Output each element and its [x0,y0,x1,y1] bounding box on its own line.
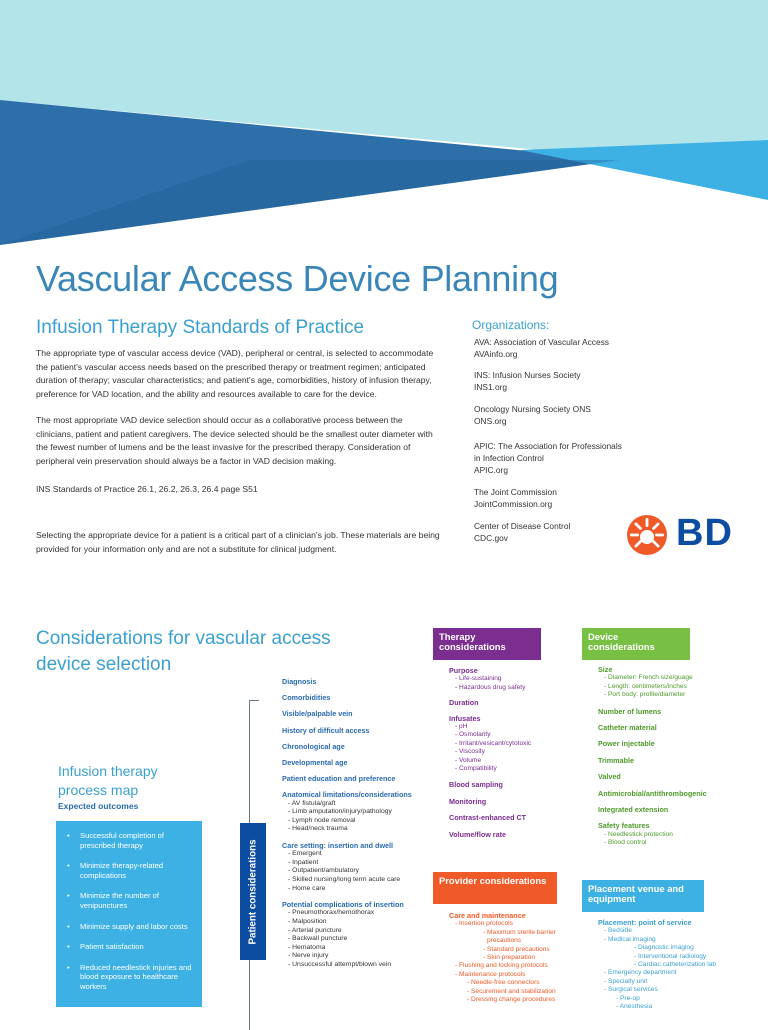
org-name-cont: in Infection Control [474,453,544,464]
device-item: Integrated extension [598,805,669,815]
org-name: AVA: Association of Vascular Access [474,337,609,347]
outcome-item: • Minimize the number of venipunctures [80,891,194,910]
provider-subitem: - Standard precautions [483,945,550,953]
placement-subitem: - Pre-op [616,994,640,1002]
device-item: Power injectable [598,739,655,749]
device-item: Valved [598,772,621,782]
therapy-item: Volume/flow rate [449,829,506,839]
organizations-title: Organizations: [472,318,550,332]
org-link[interactable]: AVAinfo.org [474,349,518,360]
outcome-item: • Patient satisfaction [80,942,194,952]
patient-subitem: - Pneumothorax/hemothorax [288,909,375,917]
outcome-item: • Successful completion of prescribed therapy [80,831,194,850]
org-name: INS: Infusion Nurses Society [474,370,581,380]
device-subitem: - Diameter: French size/guage [604,674,693,682]
patient-item: Potential complications of insertion [282,900,404,910]
therapy-subitem: - pH [455,723,468,731]
therapy-subitem: - Viscosity [455,748,485,756]
provider-subitem: - Needle-free connectors [467,979,540,987]
org-ava [474,336,644,360]
org-cdc [474,520,644,544]
therapy-subitem: - Osmolarity [455,731,491,739]
org-name: APIC: The Association for Professionals [474,441,622,451]
intro-paragraph: The appropriate type of vascular access device (VAD), peripheral or central, is selected to accommodate the patient's vascular access needs based on the prescribed therapy or treatment regimen; anticipated duration of therapy; vascular characteristics; and patient's age, comorbidities, history of infusion therapy, preference for VAD location, and the ability and resources available to care for the device. [36,348,434,399]
placement-subitem: - Surgical services [604,986,658,994]
therapy-considerations-header: Therapy considerations [433,628,541,660]
device-subitem: - Port body: profile/diameter [604,691,686,699]
patient-item: Anatomical limitations/considerations [282,790,412,800]
org-name: Center of Disease Control [474,521,571,531]
placement-subitem: - Specialty unit [604,977,648,985]
patient-subitem: - Home care [288,884,326,892]
provider-subitem: precautions [487,937,522,945]
org-link[interactable]: INS1.org [474,382,508,393]
patient-subitem: - Nerve injury [288,952,329,960]
placement-venue-header: Placement venue and equipment [582,880,704,912]
patient-item: Comorbidities [282,693,331,703]
org-ons [474,403,644,427]
device-item: Size [598,665,613,674]
device-considerations-list [598,665,768,848]
patient-subitem: - Backwall puncture [288,935,348,943]
provider-subitem: - Maximum sterile barrier [483,928,556,936]
patient-item: Patient education and preference [282,774,396,784]
patient-item: Chronological age [282,741,345,751]
patient-item: Visible/palpable vein [282,709,353,719]
provider-subitem: - Dressing change procedures [467,996,556,1004]
therapy-item: Duration [449,698,479,708]
therapy-item: Blood sampling [449,780,503,790]
patient-subitem: - Malposition [288,917,327,925]
patient-subitem: - Skilled nursing/long term acute care [288,875,401,883]
patient-item: Developmental age [282,758,348,768]
provider-subitem: - Flushing and locking protocols [455,962,548,970]
org-ins [474,369,644,393]
placement-subitem: - Emergency department [604,969,677,977]
device-subitem: - Needlestick protection [604,830,673,838]
placement-subitem: - Medical imaging [604,935,656,943]
patient-subitem: - Arterial puncture [288,926,342,934]
placement-venue-list [598,918,768,1011]
therapy-subitem: - Volume [455,756,482,764]
therapy-item: Contrast-enhanced CT [449,813,527,823]
org-link[interactable]: CDC.gov [474,533,508,544]
device-item: Antimicrobial/antithrombogenic [598,788,707,798]
device-item: Trimmable [598,755,634,765]
patient-subitem: - Inpatient [288,858,319,866]
selection-paragraph: The most appropriate VAD device selection should occur as a collaborative process between the clinicians, patient and patient caregivers. The device selected should be the smallest outer diameter with the fewest number of lumens and be the least invasive for the prescribed therapy. Consideration of peripheral vein preservation should always be a factor in VAD decision making. [36,415,433,466]
patient-subitem: - Unsuccessful attempt/blown vein [288,960,392,968]
org-link[interactable]: APIC.org [474,465,508,476]
patient-subitem: - Limb amputation/injury/pathology [288,808,392,816]
expected-outcomes-box [56,821,202,1007]
provider-subitem: - Securement and stabilization [467,987,556,995]
therapy-item: Infusates [449,713,481,723]
outcome-item: • Minimize supply and labor costs [80,922,194,932]
org-name: The Joint Commission [474,487,557,497]
outcome-item: • Reduced needlestick injuries and blood exposure to healthcare workers [80,963,194,992]
device-considerations-header: Device considerations [582,628,690,660]
therapy-item: Purpose [449,666,478,675]
therapy-subitem: - Hazardous drug safety [455,683,526,691]
org-apic [474,440,644,477]
patient-subitem: - Hematoma [288,943,326,951]
device-item: Safety features [598,821,650,831]
provider-subitem: - Maintenance protocols [455,970,526,978]
provider-subitem: - Skin preparation [483,954,536,962]
org-link[interactable]: ONS.org [474,416,507,427]
patient-considerations-bar [240,823,266,960]
considerations-title: Considerations for vascular access device selection [36,628,331,675]
patient-subitem: - Emergent [288,850,322,858]
process-map-title: Infusion therapy process map [58,763,158,798]
therapy-subitem: - Life-sustaining [455,675,502,683]
disclaimer-paragraph: Selecting the appropriate device for a patient is a critical part of a clinician's job. These materials are being provided for your information only and are not a substitute for clinical judgment. [36,530,440,554]
outcome-item: • Minimize therapy-related complications [80,861,194,880]
patient-bracket-tick [249,700,259,701]
placement-subitem: - Anesthesia [616,1003,653,1011]
placement-subitem: - Bedside [604,927,632,935]
standards-reference: INS Standards of Practice 26.1, 26.2, 26.3, 26.4 page S51 [36,484,258,494]
patient-subitem: - Lymph node removal [288,816,356,824]
patient-considerations-label: Patient considerations [247,838,259,945]
org-name: Oncology Nursing Society ONS [474,404,591,414]
provider-item: Care and maintenance [449,911,526,920]
provider-considerations-header: Provider considerations [433,872,557,904]
patient-subitem: - AV fistula/graft [288,799,336,807]
patient-item: Diagnosis [282,677,317,686]
patient-considerations-list [282,677,432,970]
org-link[interactable]: JointCommission.org [474,499,553,510]
patient-subitem: - Head/neck trauma [288,825,348,833]
provider-subitem: - Insertion protocols [455,920,513,928]
therapy-considerations-list [449,666,579,839]
placement-subitem: - Cardiac catheterization lab [634,961,717,969]
patient-item: History of difficult access [282,725,370,735]
therapy-subitem: - Irritant/vesicant/cytotoxic [455,739,532,747]
page-subtitle: Infusion Therapy Standards of Practice [36,317,365,338]
patient-subitem: - Outpatient/ambulatory [288,867,360,875]
org-joint-commission [474,486,644,510]
device-subitem: - Blood control [604,839,647,847]
patient-item: Care setting: insertion and dwell [282,841,394,850]
device-item: Catheter material [598,723,657,733]
bd-starburst-icon [626,514,668,556]
placement-subitem: - Diagnostic imaging [634,944,694,952]
device-item: Number of lumens [598,706,662,716]
header-banner [0,0,768,250]
therapy-subitem: - Compatibility [455,765,497,773]
expected-outcomes-title: Expected outcomes [58,801,139,811]
bd-logo-text: BD [676,512,733,554]
device-subitem: - Length: centimeters/inches [604,682,687,690]
therapy-item: Monitoring [449,796,487,806]
placement-item: Placement: point of service [598,918,692,927]
provider-considerations-list [449,911,584,1004]
page-title: Vascular Access Device Planning [36,258,559,299]
placement-subitem: - Interventional radiology [634,952,707,960]
